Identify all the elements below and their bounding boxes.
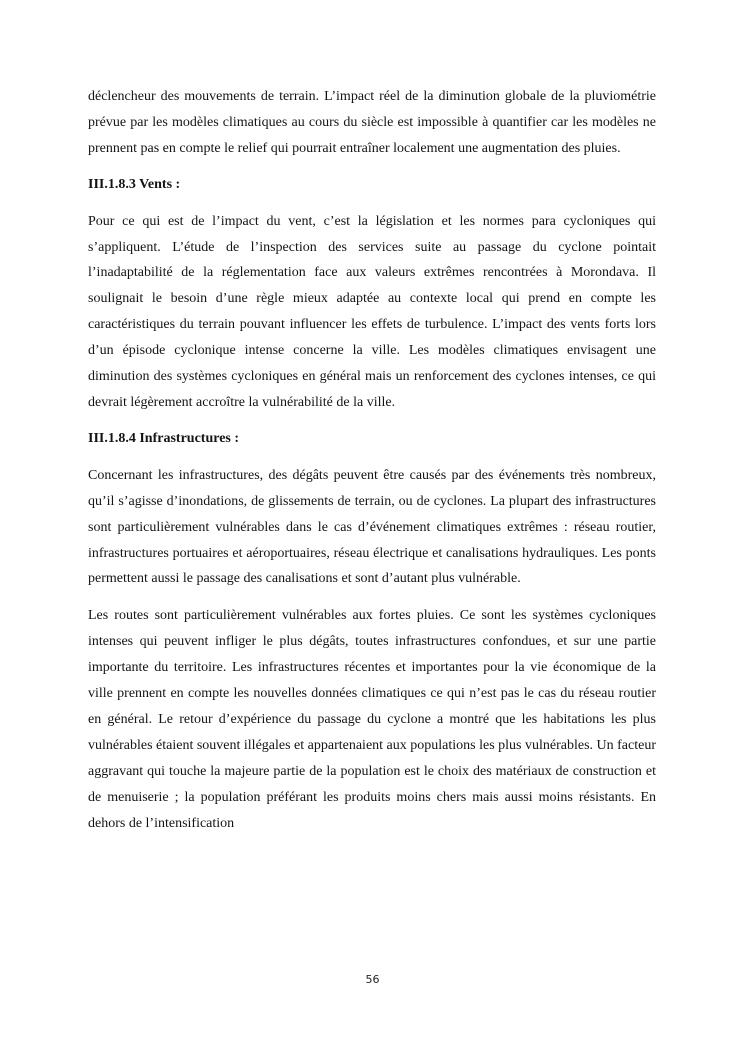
vents-paragraph: Pour ce qui est de l’impact du vent, c’est la législation et les normes para cycloniques qui s’appliquent. L’étude de l’inspection des services suite au passage du cyclone pointait l’inadaptabilité de la réglementation face aux valeurs extrêmes rencontrées à Morondava. Il soulignait le besoin d’une règle mieux adaptée au contexte local qui prend en compte les caractéristiques du terrain pouvant influencer les effets de turbulence. L’impact des vents forts lors d’un épisode cyclonique intense concerne la ville. Les modèles climatiques envisagent une diminution des systèmes cycloniques en général mais un renforcement des cyclones intenses, ce qui devrait légèrement accroître la vulnérabilité de la ville. [88, 213, 656, 410]
infrastructures-paragraph-2: Les routes sont particulièrement vulnérables aux fortes pluies. Ce sont les systèmes cycloniques intenses qui peuvent infliger le plus dégâts, toutes infrastructures confondues, et sur une partie importante du territoire. Les infrastructures récentes et importantes pour la vie économique de la ville prennent en compte les nouvelles données climatiques ce qui n’est pas le cas du réseau routier en général. Le retour d’expérience du passage du cyclone a montré que les habitations les plus vulnérables étaient souvent illégales et appartenaient aux populations les plus vulnérables. Un facteur aggravant qui touche la majeure partie de la population est le choix des matériaux de construction et de menuiserie ; la population préférant les produits moins chers mais aussi moins résistants. En dehors de l’intensification [88, 608, 656, 831]
infrastructures-paragraph-1: Concernant les infrastructures, des dégâts peuvent être causés par des événements très nombreux, qu’il s’agisse d’inondations, de glissements de terrain, ou de cyclones. La plupart des infrastructures sont particulièrement vulnérables dans le cas d’événement climatiques extrêmes : réseau routier, infrastructures portuaires et aéroportuaires, réseau électrique et canalisations hydrauliques. Les ponts permettent aussi le passage des canalisations et sont d’autant plus vulnérable. [88, 467, 656, 587]
page-number: 56 [365, 973, 380, 986]
intro-paragraph: déclencheur des mouvements de terrain. L’impact réel de la diminution globale de la pluviométrie prévue par les modèles climatiques au cours du siècle est impossible à quantifier car les modèles ne prennent pas en compte le relief qui pourrait entraîner localement une augmentation des pluies. [88, 89, 656, 156]
document-page [88, 84, 656, 836]
section-heading-infrastructures: III.1.8.4 Infrastructures : [88, 430, 240, 446]
section-heading-vents: III.1.8.3 Vents : [88, 176, 181, 192]
